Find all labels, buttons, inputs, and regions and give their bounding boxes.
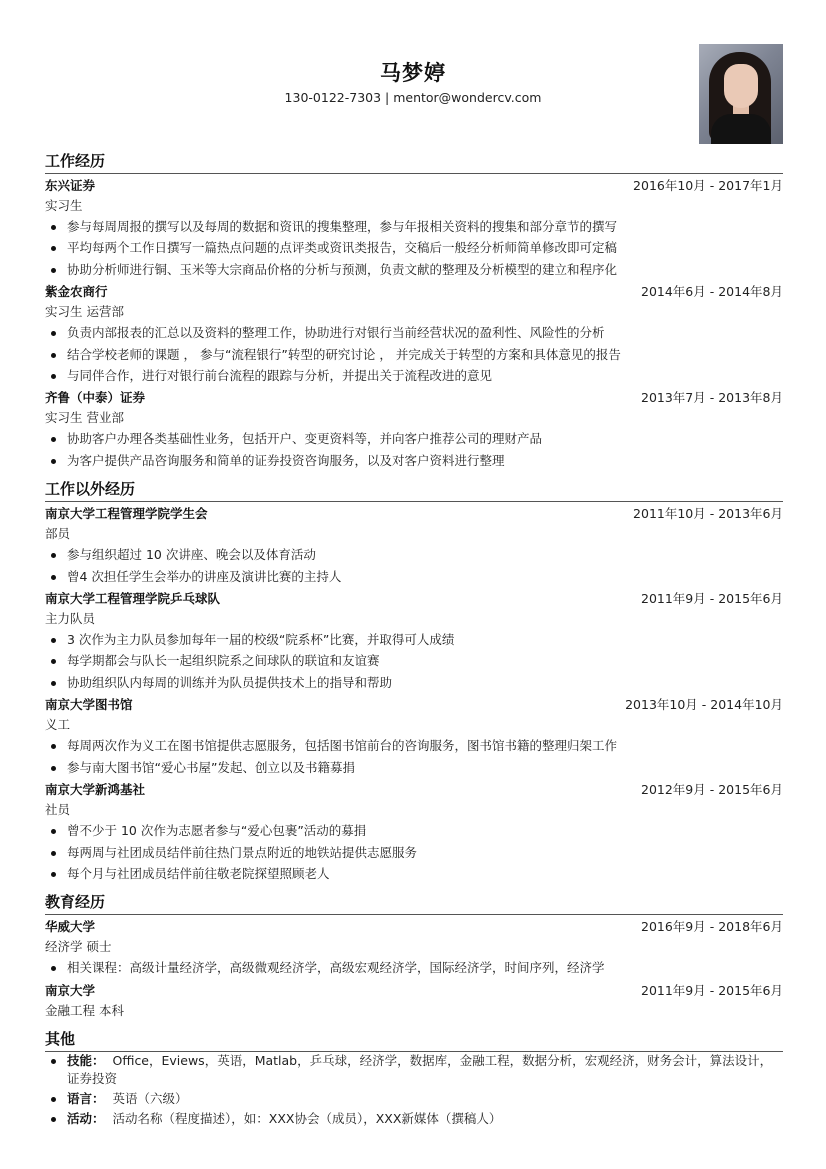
date-range: 2012年9月 - 2015年6月 bbox=[641, 782, 783, 798]
organization-name: 南京大学工程管理学院乒乓球队 bbox=[45, 591, 221, 607]
bullet-item: 曾不少于 10 次作为志愿者参与“爱心包裹”活动的募捐 bbox=[67, 820, 783, 841]
entry bbox=[45, 175, 783, 280]
bullet-item: 协助客户办理各类基础性业务，包括开户、变更资料等，并向客户推荐公司的理财产品 bbox=[67, 428, 783, 449]
entry bbox=[45, 694, 783, 778]
other-item bbox=[67, 1052, 783, 1090]
work-section bbox=[45, 150, 783, 471]
bullet-item: 协助分析师进行铜、玉米等大宗商品价格的分析与预测，负责文献的整理及分析模型的建立和程序化 bbox=[67, 259, 783, 280]
organization-name: 南京大学工程管理学院学生会 bbox=[45, 506, 208, 522]
bullet-list bbox=[45, 216, 783, 280]
other-item bbox=[67, 1090, 783, 1110]
other-items bbox=[45, 1052, 783, 1130]
entry-header bbox=[45, 916, 783, 937]
entry bbox=[45, 980, 783, 1021]
section-title-extra: 工作以外经历 bbox=[45, 478, 783, 502]
date-range: 2016年10月 - 2017年1月 bbox=[633, 178, 783, 193]
role-title: 实习生 bbox=[45, 198, 83, 213]
bullet-item: 每周两次作为义工在图书馆提供志愿服务，包括图书馆前台的咨询服务，图书馆书籍的整理归架工作 bbox=[67, 735, 783, 756]
organization-name: 华威大学 bbox=[45, 919, 96, 935]
bullet-list bbox=[45, 322, 783, 386]
resume-content bbox=[45, 150, 783, 1130]
entry bbox=[45, 779, 783, 884]
other-item-label: 技能： bbox=[67, 1052, 105, 1068]
bullet-item: 协助组织队内每周的训练并为队员提供技术上的指导和帮助 bbox=[67, 672, 783, 693]
entry bbox=[45, 588, 783, 693]
role-title: 实习生 运营部 bbox=[45, 304, 124, 320]
profile-photo bbox=[699, 44, 783, 144]
section-title-work: 工作经历 bbox=[45, 150, 783, 174]
bullet-item: 每学期都会与队长一起组织院系之间球队的联谊和友谊赛 bbox=[67, 650, 783, 671]
bullet-item: 为客户提供产品咨询服务和简单的证券投资咨询服务，以及对客户资料进行整理 bbox=[67, 450, 783, 471]
organization-name: 齐鲁（中泰）证券 bbox=[45, 390, 146, 406]
bullet-list bbox=[45, 957, 783, 978]
bullet-item: 参与组织超过 10 次讲座、晚会以及体育活动 bbox=[67, 544, 783, 565]
role-title: 社员 bbox=[45, 802, 71, 818]
date-range: 2013年7月 - 2013年8月 bbox=[641, 390, 783, 406]
bullet-item: 参与每周周报的撰写以及每周的数据和资讯的搜集整理，参与年报相关资料的搜集和部分章节的撰写 bbox=[67, 216, 783, 237]
bullet-list bbox=[45, 428, 783, 471]
other-item-label: 活动： bbox=[67, 1110, 105, 1126]
organization-name: 南京大学图书馆 bbox=[45, 697, 133, 713]
date-range: 2016年9月 - 2018年6月 bbox=[641, 919, 783, 935]
role-title: 主力队员 bbox=[45, 611, 96, 627]
other-item-text: 活动名称（程度描述），如：XXX协会（成员），XXX新媒体（撰稿人） bbox=[112, 1110, 502, 1126]
entry-header bbox=[45, 503, 783, 524]
entry bbox=[45, 503, 783, 587]
organization-name: 南京大学 bbox=[45, 982, 96, 998]
contact-info: 130-0122-7303 | mentor@wondercv.com bbox=[284, 90, 542, 105]
extra-entries bbox=[45, 503, 783, 884]
other-item-label: 语言： bbox=[67, 1090, 105, 1106]
date-range: 2011年10月 - 2013年6月 bbox=[633, 506, 783, 522]
role-title: 实习生 营业部 bbox=[45, 410, 124, 426]
entry-header bbox=[45, 175, 783, 196]
bullet-item: 平均每两个工作日撰写一篇热点问题的点评类或资讯类报告，交稿后一般经分析师简单修改即可定稿 bbox=[67, 237, 783, 258]
organization-name: 东兴证券 bbox=[45, 178, 96, 193]
education-section bbox=[45, 891, 783, 1020]
date-range: 2011年9月 - 2015年6月 bbox=[641, 982, 783, 998]
extra-section bbox=[45, 478, 783, 884]
candidate-name: 马梦婷 bbox=[380, 61, 446, 85]
organization-name: 南京大学新鸿基社 bbox=[45, 782, 146, 798]
organization-name: 紫金农商行 bbox=[45, 284, 108, 300]
other-item-text: Office，Eviews，英语，Matlab，乒乓球，经济学，数据库，金融工程，数据分析，宏观经济，财务会计，算法设计，证券投资 bbox=[67, 1052, 773, 1086]
entry-header bbox=[45, 387, 783, 408]
entry-header bbox=[45, 281, 783, 302]
role-title: 金融工程 本科 bbox=[45, 1002, 124, 1018]
bullet-item: 结合学校老师的课题 ， 参与“流程银行”转型的研究讨论 ， 并完成关于转型的方案和具体意见的报告 bbox=[67, 344, 783, 365]
entry-header bbox=[45, 779, 783, 800]
bullet-list bbox=[45, 735, 783, 778]
entry bbox=[45, 916, 783, 978]
date-range: 2014年6月 - 2014年8月 bbox=[641, 284, 783, 300]
bullet-item: 参与南大图书馆“爱心书屋”发起、创立以及书籍募捐 bbox=[67, 757, 783, 778]
bullet-list bbox=[45, 820, 783, 884]
other-item-text: 英语（六级） bbox=[112, 1090, 188, 1106]
bullet-item: 与同伴合作，进行对银行前台流程的跟踪与分析，并提出关于流程改进的意见 bbox=[67, 365, 783, 386]
bullet-item: 每两周与社团成员结伴前往热门景点附近的地铁站提供志愿服务 bbox=[67, 842, 783, 863]
other-section bbox=[45, 1028, 783, 1130]
bullet-item: 负责内部报表的汇总以及资料的整理工作，协助进行对银行当前经营状况的盈利性、风险性的分析 bbox=[67, 322, 783, 343]
role-title: 义工 bbox=[45, 717, 71, 733]
other-item bbox=[67, 1110, 783, 1130]
work-entries bbox=[45, 175, 783, 471]
section-title-education: 教育经历 bbox=[45, 891, 783, 915]
education-entries bbox=[45, 916, 783, 1020]
bullet-list bbox=[45, 544, 783, 587]
entry bbox=[45, 387, 783, 471]
bullet-list bbox=[45, 629, 783, 693]
role-title: 经济学 硕士 bbox=[45, 939, 112, 955]
date-range: 2013年10月 - 2014年10月 bbox=[625, 697, 783, 713]
entry-header bbox=[45, 694, 783, 715]
bullet-item: 每个月与社团成员结伴前往敬老院探望照顾老人 bbox=[67, 863, 783, 884]
entry-header bbox=[45, 980, 783, 1001]
bullet-item: 3 次作为主力队员参加每年一届的校级“院系杯”比赛，并取得可人成绩 bbox=[67, 629, 783, 650]
entry-header bbox=[45, 588, 783, 609]
role-title: 部员 bbox=[45, 526, 71, 542]
date-range: 2011年9月 - 2015年6月 bbox=[641, 591, 783, 607]
section-title-other: 其他 bbox=[45, 1028, 783, 1052]
entry bbox=[45, 281, 783, 386]
bullet-item: 相关课程：高级计量经济学，高级微观经济学，高级宏观经济学，国际经济学，时间序列，经济学 bbox=[67, 957, 783, 978]
bullet-item: 曾4 次担任学生会举办的讲座及演讲比赛的主持人 bbox=[67, 566, 783, 587]
